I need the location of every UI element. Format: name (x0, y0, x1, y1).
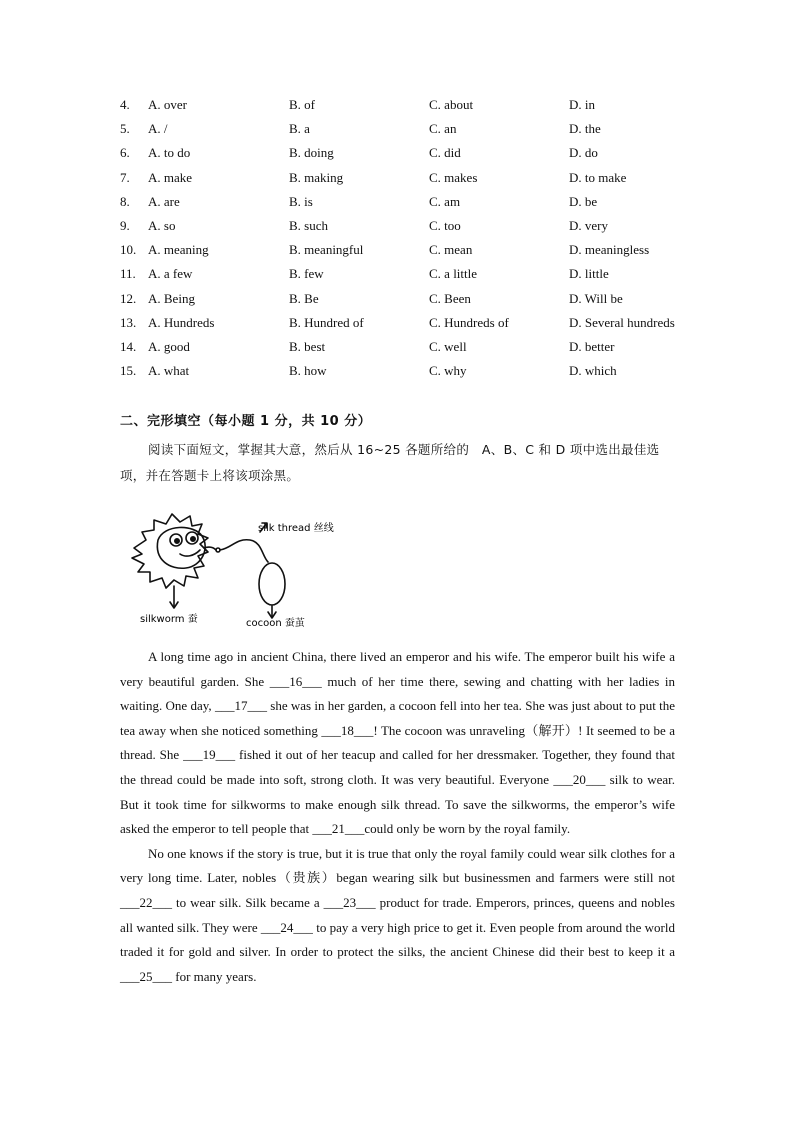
option-a: A. Hundreds (148, 314, 215, 330)
option-a: A. over (148, 97, 187, 112)
question-number: 9. (120, 217, 130, 233)
option-row (120, 241, 720, 265)
option-c: C. about (429, 97, 474, 112)
option-a: A. make (148, 169, 193, 185)
option-d: D. be (569, 193, 598, 209)
option-c: C. makes (429, 169, 478, 185)
option-b: B. such (289, 217, 328, 233)
silk-thread-label: silk thread 丝线 (258, 523, 334, 534)
question-number: 12. (120, 290, 137, 306)
option-c: C. well (429, 338, 467, 354)
passage-paragraph: No one knows if the story is true, but it is true that only the royal family could wear silk clothes for a very long time. Later, nobles（贵族）began wearing silk but businessmen and farmers were still not ___22___ to wear silk. Silk became a ___23___ product for trade. Emperors, princes, queens and nobles all wanted silk. They were ___24___ to pay a very high price to get it. Even people from around the world traded it for gold and silver. In order to protect the silks, the ancient Chinese did their best to keep it a ___25___ for many years. (120, 845, 675, 984)
option-a: A. are (148, 193, 180, 209)
option-d: D. in (569, 97, 595, 112)
option-b: B. how (289, 363, 327, 379)
options-table (120, 96, 720, 386)
option-row (120, 120, 720, 144)
question-number: 15. (120, 363, 137, 379)
reading-passage (120, 645, 675, 989)
option-row (120, 265, 720, 289)
option-c: C. mean (429, 242, 473, 258)
question-number: 6. (120, 145, 130, 161)
option-a: A. what (148, 363, 190, 379)
question-number: 5. (120, 121, 130, 137)
option-d: D. do (569, 145, 598, 161)
option-b: B. best (289, 338, 326, 354)
option-a: A. to do (148, 145, 191, 161)
option-c: C. a little (429, 266, 478, 282)
option-d: D. very (569, 217, 608, 233)
cocoon-label: cocoon 蚕茧 (246, 618, 305, 629)
option-d: D. better (569, 338, 615, 354)
option-b: B. doing (289, 145, 334, 161)
silkworm-label: silkworm 蚕 (140, 614, 198, 625)
option-row (120, 217, 720, 241)
question-number: 7. (120, 169, 130, 185)
option-a: A. good (148, 338, 190, 354)
option-row (120, 362, 720, 386)
option-a: A. a few (148, 266, 193, 282)
option-d: D. little (569, 266, 609, 282)
option-row (120, 314, 720, 338)
option-row (120, 96, 720, 120)
section-instruction: 阅读下面短文，掌握其大意，然后从 16~25 各题所给的 A、B、C 和 D 项中选出最佳选项，并在答题卡上将该项涂黑。 (120, 442, 660, 483)
option-row (120, 193, 720, 217)
option-b: B. is (289, 193, 313, 209)
question-number: 8. (120, 193, 130, 209)
option-d: D. Will be (569, 290, 623, 306)
option-c: C. Been (429, 290, 471, 306)
silkworm-illustration (124, 510, 364, 635)
option-d: D. meaningless (569, 242, 650, 258)
option-a: A. / (148, 121, 168, 137)
option-b: B. Be (289, 290, 319, 306)
option-a: A. so (148, 217, 176, 233)
question-number: 4. (120, 97, 130, 112)
option-b: B. making (289, 169, 344, 185)
option-c: C. too (429, 217, 461, 233)
question-number: 14. (120, 338, 137, 354)
passage-paragraph: A long time ago in ancient China, there lived an emperor and his wife. The emperor built his wife a very beautiful garden. She ___16___ much of her time there, sewing and chatting with her ladies in waiting. One day, ___17___ she was in her garden, a cocoon fell into her tea. She was just about to put the tea away when she noticed something ___18___! The cocoon was unraveling（解开）! It seemed to be a thread. She ___19___ fished it out of her teacup and called for her dressmaker. Together, they found that the thread could be made into soft, strong cloth. It was very beautiful. Everyone ___20___ silk to wear. But it took time for silkworms to make enough silk thread. To save the silkworms, the emperor’s wife asked the emperor to tell people that ___21___could only be worn by the royal family. (120, 649, 675, 837)
option-row (120, 144, 720, 168)
option-b: B. meaningful (289, 242, 364, 258)
option-c: C. am (429, 193, 461, 209)
option-b: B. of (289, 97, 315, 112)
section-title: 二、完形填空（每小题 1 分，共 10 分） (120, 414, 372, 429)
option-c: C. did (429, 145, 461, 161)
option-b: B. a (289, 121, 310, 137)
option-c: C. Hundreds of (429, 314, 509, 330)
option-c: C. why (429, 363, 467, 379)
option-row (120, 169, 720, 193)
option-b: B. few (289, 266, 324, 282)
option-a: A. meaning (148, 242, 209, 258)
question-number: 13. (120, 314, 137, 330)
option-b: B. Hundred of (289, 314, 364, 330)
option-d: D. Several hundreds (569, 314, 675, 330)
option-row (120, 338, 720, 362)
option-d: D. which (569, 363, 617, 379)
option-a: A. Being (148, 290, 195, 306)
option-d: D. to make (569, 169, 627, 185)
option-row (120, 290, 720, 314)
option-c: C. an (429, 121, 457, 137)
question-number: 11. (120, 266, 136, 282)
question-number: 10. (120, 242, 137, 258)
option-d: D. the (569, 121, 601, 137)
